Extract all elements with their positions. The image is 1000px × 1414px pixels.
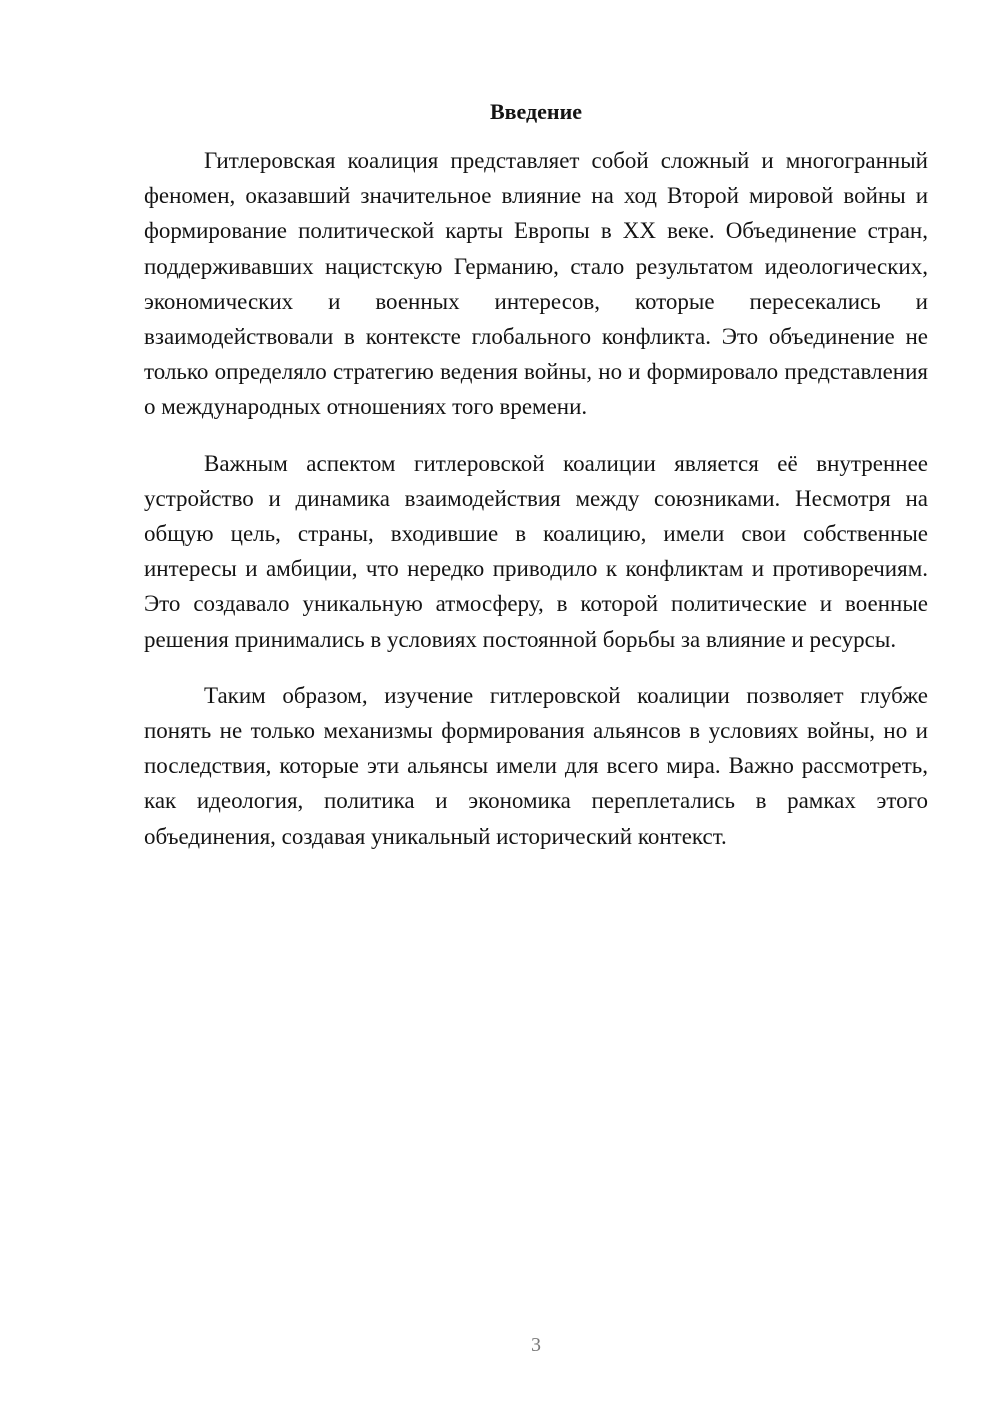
document-body (144, 143, 928, 875)
paragraph-2: Важным аспектом гитлеровской коалиции является её внутреннее устройство и динамика взаимодействия между союзниками. Несмотря на общую цель, страны, входившие в коалицию, имели свои собственные интересы и амбиции, что нередко приводило к конфликтам и противоречиям. Это создавало уникальную атмосферу, в которой политические и военные решения принимались в условиях постоянной борьбы за влияние и ресурсы. (144, 450, 928, 652)
page-title: Введение (489, 99, 583, 124)
page-number: 3 (531, 1334, 541, 1356)
paragraph-1: Гитлеровская коалиция представляет собой сложный и многогранный феномен, оказавший значительное влияние на ход Второй мировой войны и формирование политической карты Европы в XX веке. Объединение стран, поддерживавших нацистскую Германию, стало результатом идеологических, экономических и военных интересов, которые пересекались и взаимодействовали в контексте глобального конфликта. Это объединение не только определяло стратегию ведения войны, но и формировало представления о международных отношениях того времени. (144, 148, 928, 420)
paragraph-3: Таким образом, изучение гитлеровской коалиции позволяет глубже понять не только механизмы формирования альянсов в условиях войны, но и последствия, которые эти альянсы имели для всего мира. Важно рассмотреть, как идеология, политика и экономика переплетались в рамках этого объединения, создавая уникальный исторический контекст. (144, 682, 928, 849)
